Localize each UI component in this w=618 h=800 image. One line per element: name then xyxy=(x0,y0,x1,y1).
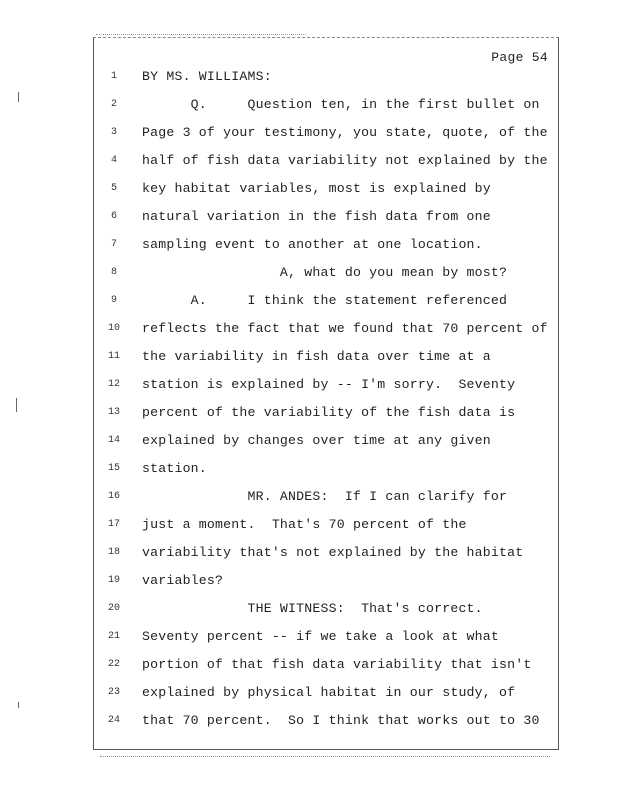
line-text: explained by changes over time at any given xyxy=(142,433,491,448)
transcript-line xyxy=(94,347,560,367)
transcript-line xyxy=(94,207,560,227)
transcript-line xyxy=(94,375,560,395)
line-text: variables? xyxy=(142,573,224,588)
line-number: 22 xyxy=(107,659,120,670)
transcript-line xyxy=(94,459,560,479)
transcript-line xyxy=(94,95,560,115)
line-number: 3 xyxy=(110,127,117,138)
line-number: 7 xyxy=(110,239,117,250)
transcript-line xyxy=(94,711,560,731)
line-number: 2 xyxy=(110,99,117,110)
line-number: 18 xyxy=(107,547,120,558)
transcript-line xyxy=(94,487,560,507)
line-number: 19 xyxy=(107,575,120,586)
transcript-line xyxy=(94,655,560,675)
line-number: 11 xyxy=(107,351,120,362)
scan-edge-top xyxy=(96,34,306,35)
transcript-line xyxy=(94,123,560,143)
line-text: station. xyxy=(142,461,207,476)
transcript-line xyxy=(94,291,560,311)
line-text: half of fish data variability not explained by the xyxy=(142,153,548,168)
line-number: 1 xyxy=(110,71,117,82)
transcript-line xyxy=(94,543,560,563)
line-number: 23 xyxy=(107,687,120,698)
transcript-page xyxy=(93,37,559,750)
line-text: Seventy percent -- if we take a look at what xyxy=(142,629,500,644)
transcript-line xyxy=(94,683,560,703)
transcript-line xyxy=(94,571,560,591)
line-number: 24 xyxy=(107,715,120,726)
transcript-line xyxy=(94,403,560,423)
line-text: reflects the fact that we found that 70 percent of xyxy=(142,321,548,336)
transcript-line xyxy=(94,235,560,255)
line-text: BY MS. WILLIAMS: xyxy=(142,69,272,84)
line-number: 16 xyxy=(107,491,120,502)
scan-mark xyxy=(16,398,17,412)
transcript-line xyxy=(94,151,560,171)
scan-mark xyxy=(18,92,19,102)
line-number: 6 xyxy=(110,211,117,222)
line-text: station is explained by -- I'm sorry. Seventy xyxy=(142,377,516,392)
transcript-line xyxy=(94,319,560,339)
line-text: that 70 percent. So I think that works out to 30 xyxy=(142,713,540,728)
line-number: 20 xyxy=(107,603,120,614)
line-number: 12 xyxy=(107,379,120,390)
line-text: explained by physical habitat in our study, of xyxy=(142,685,516,700)
line-number: 4 xyxy=(110,155,117,166)
line-text: just a moment. That's 70 percent of the xyxy=(142,517,467,532)
line-text: THE WITNESS: That's correct. xyxy=(142,601,483,616)
transcript-line xyxy=(94,515,560,535)
line-number: 15 xyxy=(107,463,120,474)
scan-mark xyxy=(18,702,19,708)
line-text: portion of that fish data variability that isn't xyxy=(142,657,532,672)
transcript-line xyxy=(94,599,560,619)
transcript-line xyxy=(94,179,560,199)
line-text: sampling event to another at one location. xyxy=(142,237,483,252)
page-number: Page 54 xyxy=(491,50,548,65)
line-number: 17 xyxy=(107,519,120,530)
line-text: key habitat variables, most is explained by xyxy=(142,181,491,196)
transcript-line xyxy=(94,67,560,87)
line-text: A, what do you mean by most? xyxy=(142,265,508,280)
line-text: the variability in fish data over time at a xyxy=(142,349,491,364)
line-text: percent of the variability of the fish data is xyxy=(142,405,516,420)
line-number: 9 xyxy=(110,295,117,306)
line-number: 13 xyxy=(107,407,120,418)
transcript-line xyxy=(94,263,560,283)
line-number: 10 xyxy=(107,323,120,334)
line-text: variability that's not explained by the habitat xyxy=(142,545,524,560)
line-number: 14 xyxy=(107,435,120,446)
line-number: 5 xyxy=(110,183,117,194)
transcript-line xyxy=(94,431,560,451)
line-text: MR. ANDES: If I can clarify for xyxy=(142,489,508,504)
line-text: Q. Question ten, in the first bullet on xyxy=(142,97,540,112)
scan-edge-bottom xyxy=(100,756,550,757)
line-text: natural variation in the fish data from one xyxy=(142,209,491,224)
line-text: A. I think the statement referenced xyxy=(142,293,508,308)
line-number: 8 xyxy=(110,267,117,278)
line-text: Page 3 of your testimony, you state, quote, of the xyxy=(142,125,548,140)
transcript-line xyxy=(94,627,560,647)
line-number: 21 xyxy=(107,631,120,642)
